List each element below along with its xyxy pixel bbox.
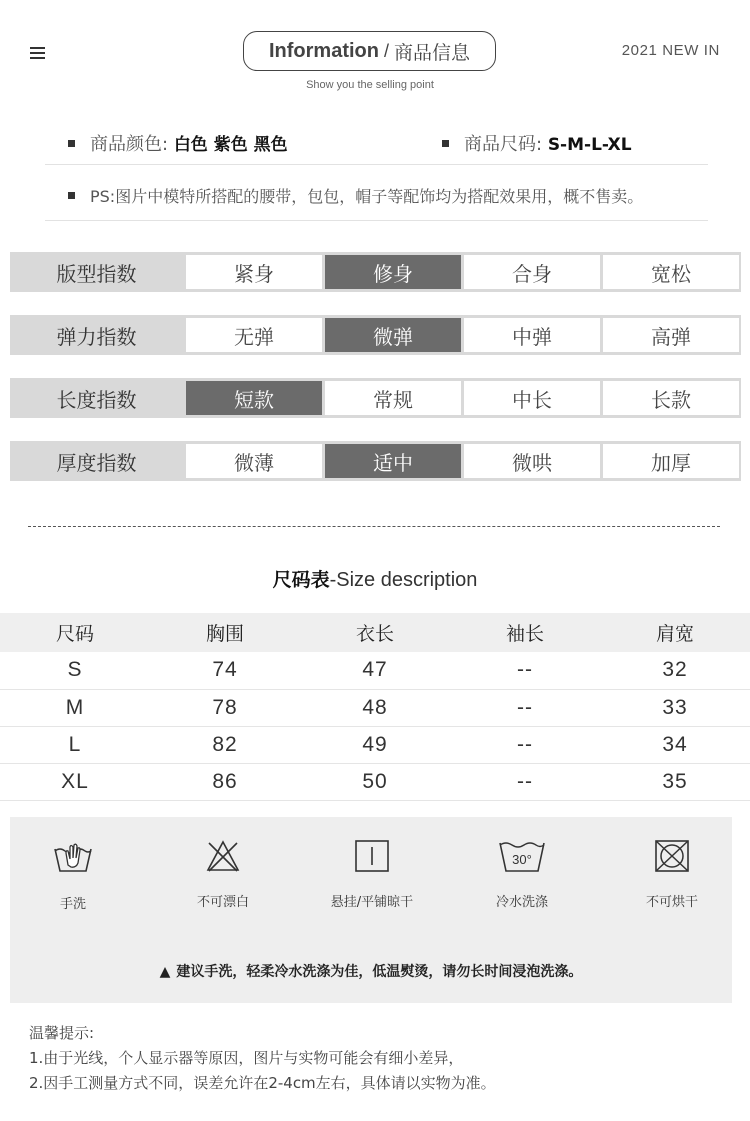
care-label: 不可漂白 bbox=[196, 895, 249, 910]
index-option: 无弹 bbox=[186, 318, 322, 352]
accessory-note-text: PS:图片中模特所搭配的腰带，包包，帽子等配饰均为搭配效果用，概不售卖。 bbox=[90, 187, 644, 206]
table-cell: 48 bbox=[300, 689, 450, 726]
index-option: 中弹 bbox=[464, 318, 600, 352]
size-table-header: 尺码 bbox=[0, 613, 150, 652]
product-note-row bbox=[45, 178, 708, 221]
product-info-row bbox=[45, 126, 708, 165]
table-cell: L bbox=[0, 726, 150, 763]
table-cell: 86 bbox=[150, 763, 300, 800]
color-value: 白色 紫色 黑色 bbox=[173, 135, 288, 155]
table-cell: 34 bbox=[600, 726, 750, 763]
care-label: 悬挂/平铺晾干 bbox=[330, 895, 414, 910]
page-subtitle: Show you the selling point bbox=[306, 79, 434, 91]
index-row bbox=[10, 252, 741, 292]
index-option: 长款 bbox=[603, 381, 739, 415]
table-cell: -- bbox=[450, 689, 600, 726]
table-row bbox=[0, 689, 750, 726]
table-cell: 82 bbox=[150, 726, 300, 763]
care-tip bbox=[10, 961, 732, 981]
table-cell: M bbox=[0, 689, 150, 726]
color-info bbox=[68, 130, 288, 156]
size-table-header-row bbox=[0, 613, 750, 652]
line-dry-icon bbox=[354, 839, 390, 873]
page-title bbox=[243, 31, 496, 71]
page-title-zh: 商品信息 bbox=[394, 41, 471, 64]
index-option: 宽松 bbox=[603, 255, 739, 289]
table-row bbox=[0, 652, 750, 689]
index-label: 版型指数 bbox=[56, 261, 137, 286]
index-option: 中长 bbox=[464, 381, 600, 415]
no-tumble-dry-icon bbox=[654, 839, 690, 873]
no-bleach-icon bbox=[205, 839, 241, 873]
table-cell: 35 bbox=[600, 763, 750, 800]
page-title-en: Information bbox=[268, 39, 379, 62]
care-label: 手洗 bbox=[59, 897, 86, 912]
accessory-note bbox=[68, 184, 643, 207]
hand-wash-icon bbox=[52, 839, 94, 875]
index-option-selected: 微弹 bbox=[325, 318, 461, 352]
notes-line: 2.因手工测量方式不同，误差允许在2-4cm左右，具体请以实物为准。 bbox=[29, 1074, 496, 1092]
index-option: 紧身 bbox=[186, 255, 322, 289]
new-in-badge: 2021 NEW IN bbox=[621, 42, 720, 59]
table-cell: -- bbox=[450, 763, 600, 800]
care-item-line-dry bbox=[307, 839, 437, 910]
color-label: 商品颜色: bbox=[90, 134, 169, 155]
dashed-divider bbox=[28, 526, 720, 527]
hamburger-menu-icon[interactable] bbox=[30, 47, 45, 62]
care-label: 不可烘干 bbox=[645, 895, 698, 910]
index-option: 合身 bbox=[464, 255, 600, 289]
table-cell: 50 bbox=[300, 763, 450, 800]
table-cell: 49 bbox=[300, 726, 450, 763]
table-cell: 33 bbox=[600, 689, 750, 726]
warning-icon: ▲ bbox=[159, 964, 171, 980]
care-item-no-bleach bbox=[158, 839, 288, 910]
notes-line: 1.由于光线，个人显示器等原因，图片与实物可能会有细小差异， bbox=[29, 1049, 464, 1067]
notes-title: 温馨提示: bbox=[29, 1024, 95, 1042]
index-row bbox=[10, 378, 741, 418]
table-cell: 74 bbox=[150, 652, 300, 689]
care-item-hand-wash bbox=[8, 839, 138, 912]
wash-temperature: 30° bbox=[512, 852, 532, 867]
size-table-header: 肩宽 bbox=[600, 613, 750, 652]
size-table-title-zh: 尺码表 bbox=[272, 569, 330, 591]
index-option: 微哄 bbox=[464, 444, 600, 478]
bullet-icon bbox=[68, 140, 75, 147]
table-cell: 78 bbox=[150, 689, 300, 726]
size-label: 商品尺码: bbox=[464, 134, 543, 155]
index-option: 常规 bbox=[325, 381, 461, 415]
notes-section bbox=[29, 1021, 496, 1096]
index-option-selected: 修身 bbox=[325, 255, 461, 289]
size-table-title bbox=[0, 565, 750, 592]
page-title-separator: / bbox=[383, 40, 389, 61]
bullet-icon bbox=[68, 192, 75, 199]
size-table-header: 衣长 bbox=[300, 613, 450, 652]
index-option-selected: 适中 bbox=[325, 444, 461, 478]
table-cell: 47 bbox=[300, 652, 450, 689]
care-item-no-tumble-dry bbox=[607, 839, 737, 910]
size-table bbox=[0, 613, 750, 801]
care-instructions bbox=[10, 817, 732, 1003]
table-cell: 32 bbox=[600, 652, 750, 689]
table-cell: -- bbox=[450, 652, 600, 689]
care-item-cold-wash bbox=[457, 839, 587, 910]
care-label: 冷水洗涤 bbox=[495, 895, 548, 910]
table-cell: S bbox=[0, 652, 150, 689]
index-row bbox=[10, 441, 741, 481]
size-info bbox=[442, 130, 632, 156]
index-option-selected: 短款 bbox=[186, 381, 322, 415]
table-row bbox=[0, 763, 750, 800]
size-value: S-M-L-XL bbox=[547, 135, 632, 155]
table-cell: -- bbox=[450, 726, 600, 763]
table-row bbox=[0, 726, 750, 763]
table-cell: XL bbox=[0, 763, 150, 800]
index-option: 高弹 bbox=[603, 318, 739, 352]
bullet-icon bbox=[442, 140, 449, 147]
index-label: 弹力指数 bbox=[56, 324, 137, 349]
index-label: 厚度指数 bbox=[56, 450, 137, 475]
index-option: 微薄 bbox=[186, 444, 322, 478]
index-label: 长度指数 bbox=[56, 387, 137, 412]
wash-30-icon bbox=[498, 839, 546, 873]
size-table-header: 袖长 bbox=[450, 613, 600, 652]
index-row bbox=[10, 315, 741, 355]
size-table-title-en: -Size description bbox=[329, 569, 478, 591]
care-tip-text: 建议手洗，轻柔冷水洗涤为佳，低温熨烫，请勿长时间浸泡洗涤。 bbox=[176, 964, 583, 980]
index-option: 加厚 bbox=[603, 444, 739, 478]
size-table-header: 胸围 bbox=[150, 613, 300, 652]
